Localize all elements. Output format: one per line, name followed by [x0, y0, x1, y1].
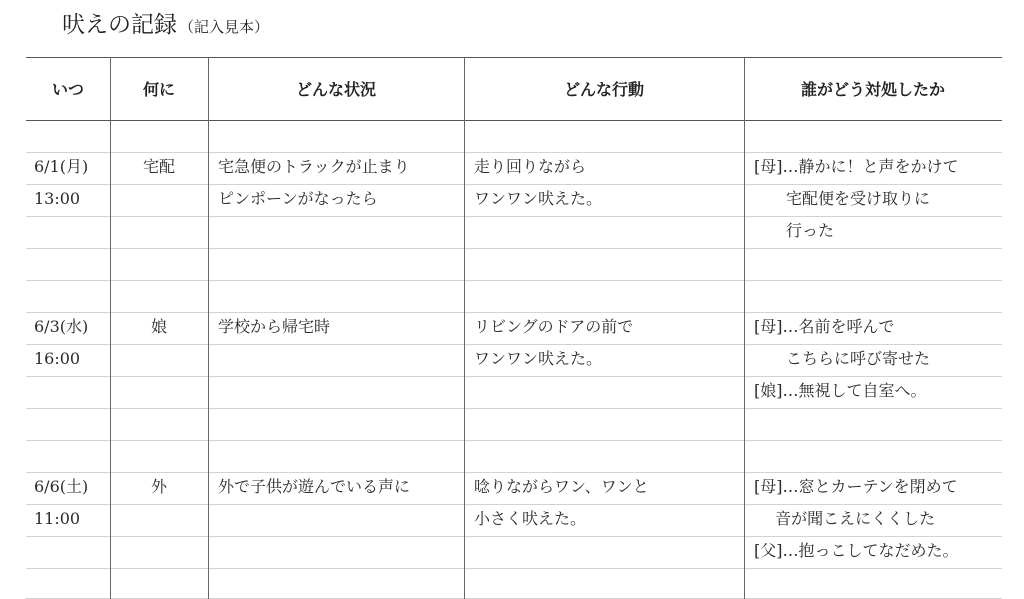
record-trigger: 娘: [150, 317, 167, 336]
record-situation-line: 宅急便のトラックが止まり: [218, 157, 410, 176]
column-divider: [208, 57, 209, 599]
record-action-line: リビングのドアの前で: [474, 317, 634, 336]
header-situation: どんな状況: [295, 80, 376, 99]
header-when: いつ: [51, 80, 84, 99]
record-action-line: ワンワン吠えた。: [474, 349, 603, 368]
record-response-line: 宅配便を受け取りに: [754, 189, 931, 208]
record-time: 16:00: [34, 349, 81, 368]
row-rule: [26, 248, 1002, 249]
row-rule: [26, 568, 1002, 569]
record-action-line: ワンワン吠えた。: [474, 189, 603, 208]
record-action-line: 小さく吠えた。: [474, 509, 587, 528]
record-response-line: [母]…名前を呼んで: [754, 317, 895, 336]
record-table: [26, 57, 1002, 599]
record-trigger: 外: [150, 477, 167, 496]
record-action-line: 走り回りながら: [474, 157, 587, 176]
record-response-line: [母]…静かに！と声をかけて: [754, 157, 959, 176]
header-response: 誰がどう対処したか: [800, 80, 945, 99]
title-main: 吠えの記録: [62, 12, 177, 38]
header-action: どんな行動: [563, 80, 644, 99]
title-sub: （記入見本）: [179, 18, 270, 36]
record-response-line: 音が聞こえにくくした: [754, 509, 936, 528]
column-divider: [744, 57, 745, 599]
record-response-line: [娘]…無視して自室へ。: [754, 381, 927, 400]
record-response-line: 行った: [754, 221, 835, 240]
record-date: 6/1(月): [34, 157, 89, 176]
record-date: 6/6(土): [34, 477, 89, 496]
record-situation-line: 外で子供が遊んでいる声に: [218, 477, 411, 496]
record-response-line: [父]…抱っこしてなだめた。: [754, 541, 959, 560]
page-title: [62, 6, 269, 39]
row-rule: [26, 440, 1002, 441]
record-time: 11:00: [34, 509, 81, 528]
record-situation-line: ピンポーンがなったら: [218, 189, 378, 208]
column-divider: [464, 57, 465, 599]
record-response-line: こちらに呼び寄せた: [754, 349, 931, 368]
row-rule: [26, 280, 1002, 281]
record-action-line: 唸りながらワン、ワンと: [474, 477, 649, 496]
row-rule: [26, 408, 1002, 409]
record-situation-line: 学校から帰宅時: [218, 317, 331, 336]
row-rule: [26, 216, 1002, 217]
record-trigger: 宅配: [142, 157, 175, 176]
header-what: 何に: [142, 80, 175, 99]
record-response-line: [母]…窓とカーテンを閉めて: [754, 477, 958, 496]
record-time: 13:00: [34, 189, 81, 208]
record-date: 6/3(水): [34, 317, 89, 336]
header-bottom-rule: [26, 120, 1002, 121]
